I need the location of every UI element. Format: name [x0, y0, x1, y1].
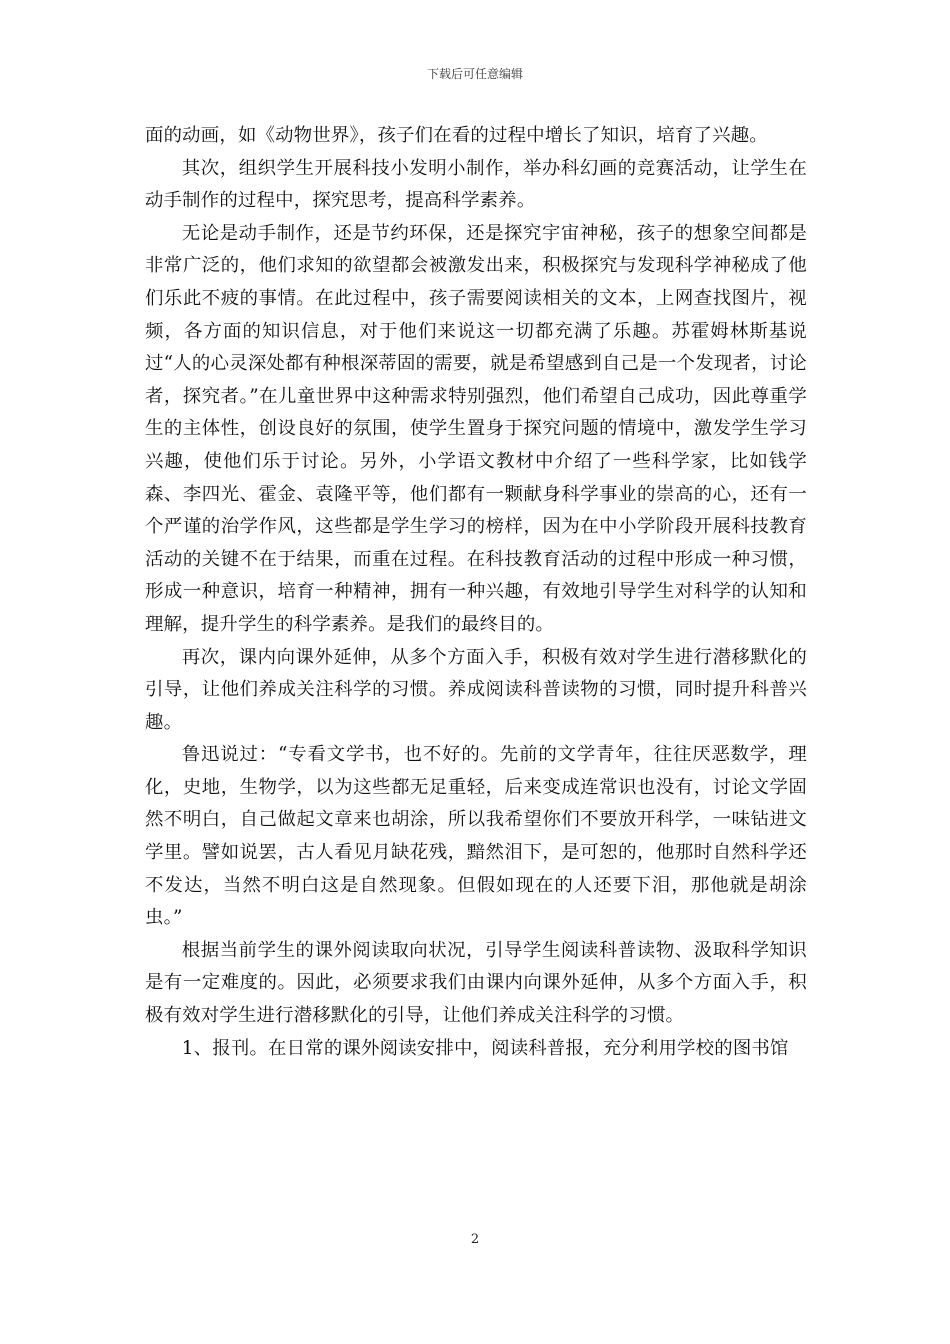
page-number: 2 [470, 1232, 480, 1247]
paragraph-3: 无论是动手制作，还是节约环保，还是探究宇宙神秘，孩子的想象空间都是非常广泛的，他们求知的欲望都会被激发出来，积极探究与发现科学神秘成了他们乐此不疲的事情。在此过程中，孩子需要阅读相关的文本，上网查找图片，视频，各方面的知识信息，对于他们来说这一切都充满了乐趣。苏霍姆林斯基说过“人的心灵深处都有种根深蒂固的需要，就是希望感到自己是一个发现者，讨论者，探究者。”在儿童世界中这种需求特别强烈，他们希望自己成功，因此尊重学生的主体性，创设良好的氛围，使学生置身于探究问题的情境中，激发学生学习兴趣，使他们乐于讨论。另外，小学语文教材中介绍了一些科学家，比如钱学森、李四光、霍金、袁隆平等，他们都有一颗献身科学事业的崇高的心，还有一个严谨的治学作风，这些都是学生学习的榜样，因为在中小学阶段开展科技教育活动的关键不在于结果，而重在过程。在科技教育活动的过程中形成一种习惯，形成一种意识，培育一种精神，拥有一种兴趣，有效地引导学生对科学的认知和理解，提升学生的科学素养。是我们的最终目的。 [145, 222, 807, 635]
document-body [145, 120, 807, 1065]
paragraph-4: 再次，课内向课外延伸，从多个方面入手，积极有效对学生进行潜移默化的引导，让他们养成关注科学的习惯。养成阅读科普读物的习惯，同时提升科普兴趣。 [145, 646, 807, 733]
paragraph-2: 其次，组织学生开展科技小发明小制作，举办科幻画的竞赛活动，让学生在动手制作的过程中，探究思考，提高科学素养。 [145, 157, 807, 212]
paragraph-1: 面的动画，如《动物世界》，孩子们在看的过程中增长了知识，培育了兴趣。 [145, 125, 768, 146]
paragraph-7: 1、报刊。在日常的课外阅读安排中，阅读科普报，充分利用学校的图书馆 [181, 1037, 789, 1059]
paragraph-6: 根据当前学生的课外阅读取向状况，引导学生阅读科普读物、汲取科学知识是有一定难度的。因此，必须要求我们由课内向课外延伸，从多个方面入手，积极有效对学生进行潜移默化的引导，让他们养成关注科学的习惯。 [145, 939, 807, 1027]
page-header: 下载后可任意编辑 [426, 67, 523, 81]
paragraph-5: 鲁迅说过：“专看文学书，也不好的。先前的文学青年，往往厌恶数学，理化，史地，生物学，以为这些都无足重轻，后来变成连常识也没有，讨论文学固然不明白，自己做起文章来也胡涂，所以我希望你们不要放开科学，一味钻进文学里。譬如说罢，古人看见月缺花残，黯然泪下，是可恕的，他那时自然科学还不发达，当然不明白这是自然现象。但假如现在的人还要下泪，那他就是胡涂虫。” [145, 744, 807, 929]
